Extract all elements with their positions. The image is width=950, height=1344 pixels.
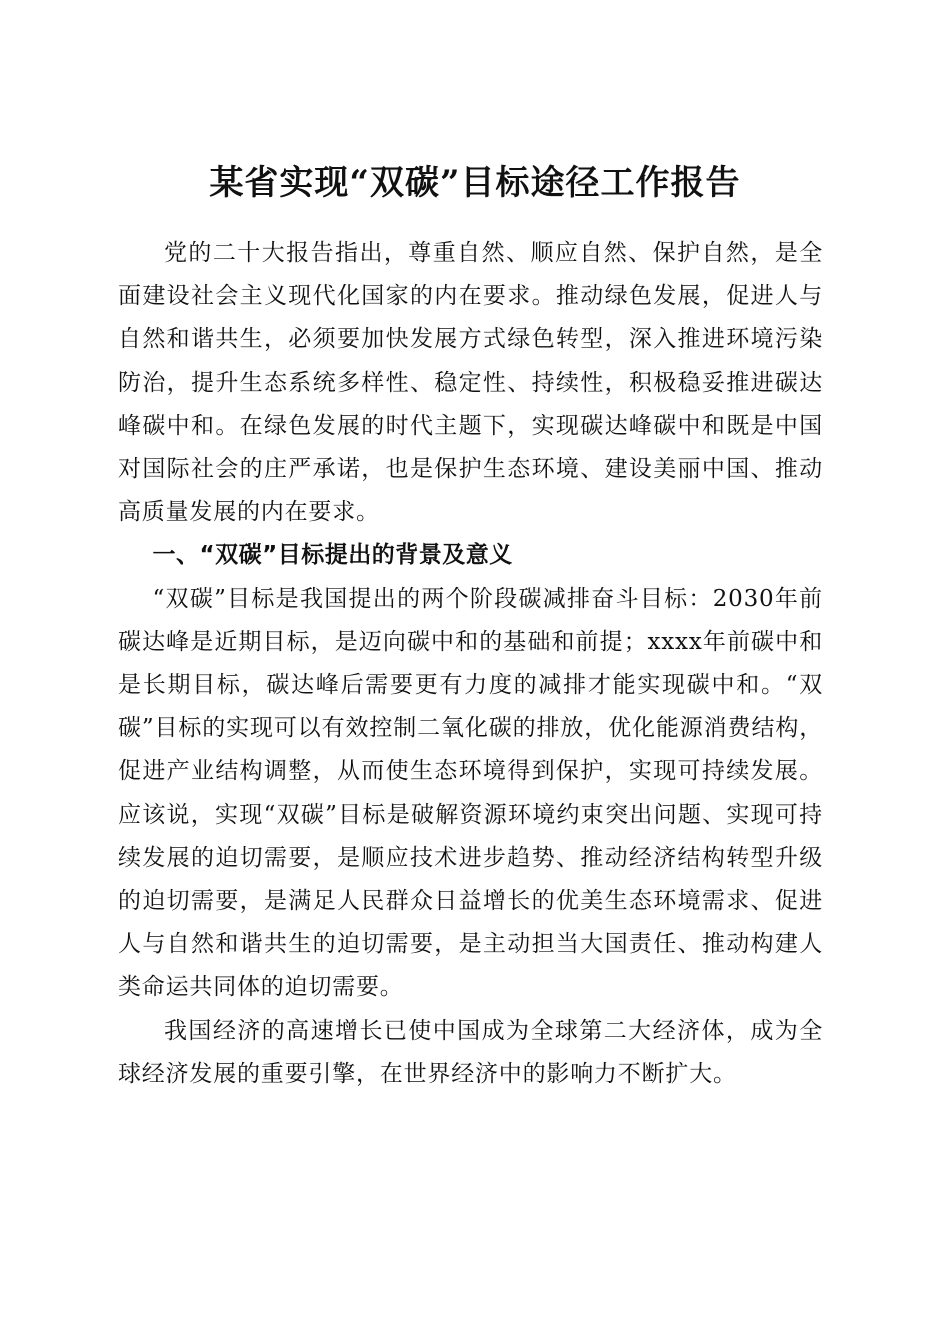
intro-paragraph: 党的二十大报告指出，尊重自然、顺应自然、保护自然，是全面建设社会主义现代化国家的内在要求。推动绿色发展，促进人与自然和谐共生，必须要加快发展方式绿色转型，深入推进环境污染防治，提升生态系统多样性、稳定性、持续性，积极稳妥推进碳达峰碳中和。在绿色发展的时代主题下，实现碳达峰碳中和既是中国对国际社会的庄严承诺，也是保护生态环境、建设美丽中国、推动高质量发展的内在要求。 <box>118 240 823 526</box>
document-body <box>118 232 823 1096</box>
document-title: 某省实现“双碳”目标途径工作报告 <box>209 162 741 203</box>
section-paragraph: “双碳”目标是我国提出的两个阶段碳减排奋斗目标：2030年前碳达峰是近期目标，是迈向碳中和的基础和前提；xxxx年前碳中和是长期目标，碳达峰后需要更有力度的减排才能实现碳中和。“双碳”目标的实现可以有效控制二氧化碳的排放，优化能源消费结构，促进产业结构调整，从而使生态环境得到保护，实现可持续发展。应该说，实现“双碳”目标是破解资源环境约束突出问题、实现可持续发展的迫切需要，是顺应技术进步趋势、推动经济结构转型升级的迫切需要，是满足人民群众日益增长的优美生态环境需求、促进人与自然和谐共生的迫切需要，是主动担当大国责任、推动构建人类命运共同体的迫切需要。 <box>118 585 823 1001</box>
section-paragraph: 我国经济的高速增长已使中国成为全球第二大经济体，成为全球经济发展的重要引擎，在世界经济中的影响力不断扩大。 <box>118 1017 823 1087</box>
section-heading: 一、“双碳”目标提出的背景及意义 <box>152 542 513 569</box>
